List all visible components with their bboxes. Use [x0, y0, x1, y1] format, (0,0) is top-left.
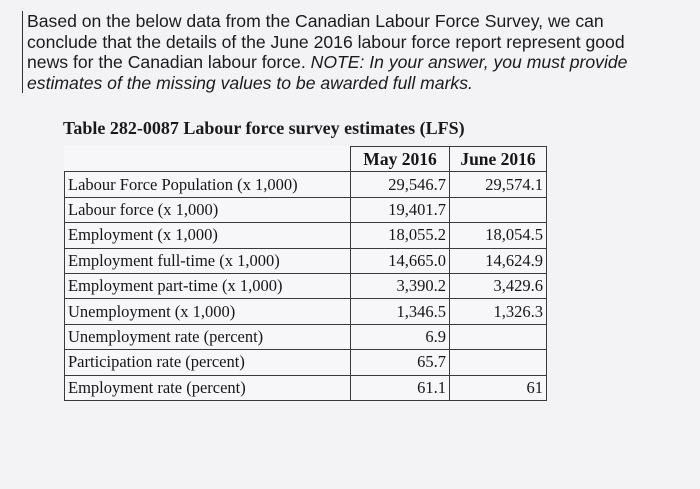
- header-corner: [65, 147, 351, 172]
- table-row: [65, 299, 547, 324]
- may-value: 14,665.0: [351, 248, 450, 273]
- table-row: [65, 172, 547, 197]
- question-line-4: [27, 73, 687, 94]
- question-line-3: [27, 52, 687, 73]
- june-value: 1,326.3: [450, 299, 547, 324]
- may-value: 6.9: [351, 324, 450, 349]
- table-row: [65, 223, 547, 248]
- row-label: Unemployment rate (percent): [65, 324, 351, 349]
- june-value-missing[interactable]: [450, 324, 547, 349]
- table-row: [65, 324, 547, 349]
- header-may-2016: May 2016: [351, 147, 450, 172]
- may-value: 19,401.7: [351, 197, 450, 222]
- lfs-table: [64, 146, 547, 401]
- row-label: Labour force (x 1,000): [65, 197, 351, 222]
- question-line-3-plain: news for the Canadian labour force.: [27, 52, 311, 72]
- june-value: 3,429.6: [450, 273, 547, 298]
- question-note: NOTE: In your answer, you must provide: [310, 52, 628, 72]
- row-label: Employment full-time (x 1,000): [65, 248, 351, 273]
- table-header-row: [65, 147, 547, 172]
- table-row: [65, 273, 547, 298]
- june-value: 14,624.9: [450, 248, 547, 273]
- row-label: Unemployment (x 1,000): [65, 299, 351, 324]
- june-value: 29,574.1: [450, 172, 547, 197]
- question-note-cont: estimates of the missing values to be awarded full marks.: [27, 72, 473, 93]
- june-value-missing[interactable]: [450, 197, 547, 222]
- row-label: Employment rate (percent): [65, 375, 351, 400]
- table-title: Table 282-0087 Labour force survey estimates (LFS): [63, 118, 465, 138]
- may-value: 18,055.2: [351, 223, 450, 248]
- june-value-missing[interactable]: [450, 350, 547, 375]
- question-line-2: conclude that the details of the June 2016 labour force report represent good: [27, 31, 625, 52]
- table-row: [65, 197, 547, 222]
- row-label: Employment (x 1,000): [65, 223, 351, 248]
- row-label: Employment part-time (x 1,000): [65, 273, 351, 298]
- table-row: [65, 248, 547, 273]
- table-row: [65, 375, 547, 400]
- may-value: 29,546.7: [351, 172, 450, 197]
- may-value: 65.7: [351, 350, 450, 375]
- june-value: 61: [450, 375, 547, 400]
- question-text: [22, 11, 687, 93]
- table-row: [65, 350, 547, 375]
- row-label: Labour Force Population (x 1,000): [65, 172, 351, 197]
- question-line-1: Based on the below data from the Canadian Labour Force Survey, we can: [27, 11, 604, 31]
- header-june-2016: June 2016: [450, 147, 547, 172]
- row-label: Participation rate (percent): [65, 350, 351, 375]
- may-value: 61.1: [351, 375, 450, 400]
- may-value: 3,390.2: [351, 273, 450, 298]
- june-value: 18,054.5: [450, 223, 547, 248]
- may-value: 1,346.5: [351, 299, 450, 324]
